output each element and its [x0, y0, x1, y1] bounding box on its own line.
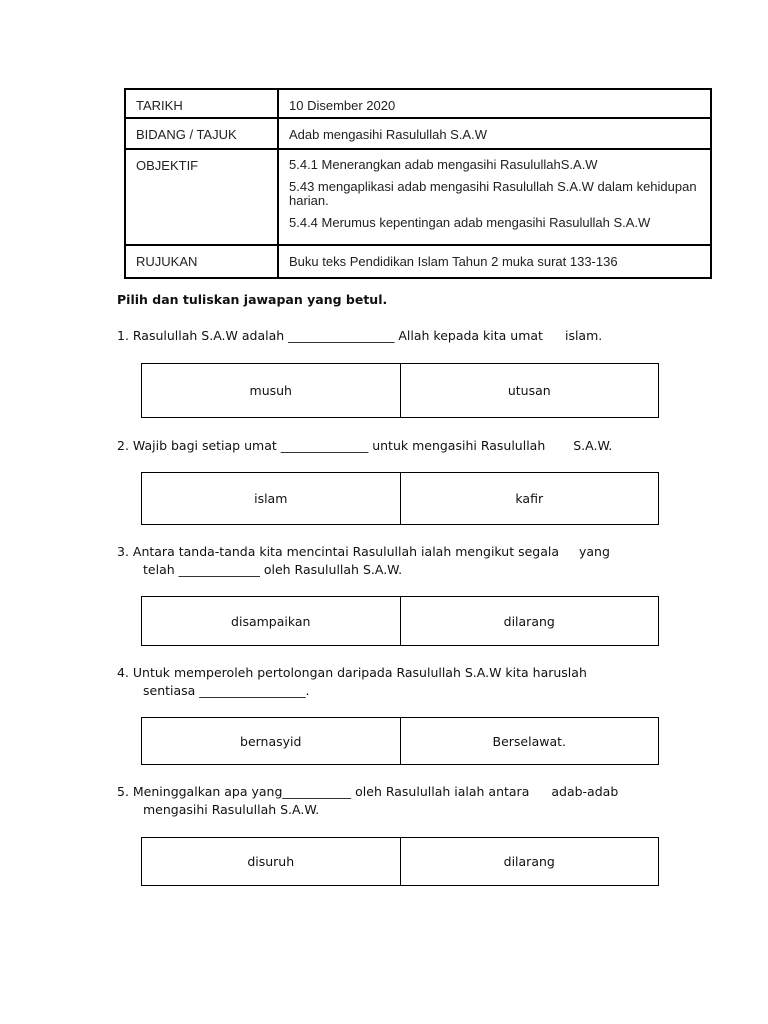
question-4	[117, 664, 587, 700]
answer-option[interactable]: disampaikan	[231, 613, 311, 629]
question-text-end: S.A.W.	[573, 438, 613, 453]
answer-option[interactable]: dilarang	[400, 597, 659, 645]
answer-option[interactable]: dilarang	[400, 838, 659, 885]
answer-option[interactable]: bernasyid	[240, 733, 302, 749]
question-3	[117, 543, 610, 579]
objective-item: 5.4.4 Merumus kepentingan adab mengasihi Rasulullah S.A.W	[289, 215, 651, 230]
reference-label: RUJUKAN	[125, 245, 278, 278]
question-text: 1. Rasulullah S.A.W adalah _________________ Allah kepada kita umat	[117, 328, 543, 343]
question-text-end: islam.	[564, 328, 603, 343]
answer-option[interactable]: Berselawat.	[400, 718, 659, 764]
reference-row	[125, 245, 711, 278]
topic-label: BIDANG / TAJUK	[125, 118, 278, 149]
answer-option[interactable]: kafir	[400, 473, 659, 524]
answer-options-1	[141, 363, 659, 418]
answer-option[interactable]: islam	[254, 491, 288, 506]
question-5	[117, 783, 618, 819]
question-text-end: adab-adab	[551, 784, 619, 799]
answer-options-5	[141, 837, 659, 886]
date-label: TARIKH	[125, 89, 278, 118]
answer-options-3	[141, 596, 659, 646]
objective-item: 5.43 mengaplikasi adab mengasihi Rasulullah S.A.W dalam kehidupan harian.	[289, 179, 697, 208]
answer-option[interactable]: musuh	[249, 383, 292, 398]
answer-option[interactable]: utusan	[400, 364, 659, 417]
instruction-text: Pilih dan tuliskan jawapan yang betul.	[117, 292, 388, 307]
question-text-end: yang	[579, 544, 610, 559]
topic-value: Adab mengasihi Rasulullah S.A.W	[278, 118, 711, 149]
question-text-line2: mengasihi Rasulullah S.A.W.	[143, 802, 320, 817]
topic-row	[125, 118, 711, 149]
question-text: 2. Wajib bagi setiap umat ______________ untuk mengasihi Rasulullah	[117, 438, 546, 453]
question-text-line2: sentiasa _________________.	[143, 683, 310, 698]
date-row	[125, 89, 711, 118]
lesson-info-table	[124, 88, 712, 279]
question-text: 3. Antara tanda-tanda kita mencintai Rasulullah ialah mengikut segala	[117, 544, 559, 559]
objective-row	[125, 149, 711, 245]
answer-options-4	[141, 717, 659, 765]
reference-value: Buku teks Pendidikan Islam Tahun 2 muka surat 133-136	[278, 245, 711, 278]
objective-item: 5.4.1 Menerangkan adab mengasihi RasulullahS.A.W	[289, 157, 598, 172]
question-2	[117, 437, 612, 455]
answer-option[interactable]: disuruh	[247, 854, 295, 869]
question-1	[117, 327, 602, 345]
question-text-line2: telah _____________ oleh Rasulullah S.A.W.	[143, 562, 403, 577]
date-value: 10 Disember 2020	[278, 89, 711, 118]
question-text: 4. Untuk memperoleh pertolongan daripada Rasulullah S.A.W kita haruslah	[117, 665, 587, 680]
question-text: 5. Meninggalkan apa yang___________ oleh Rasulullah ialah antara	[117, 784, 530, 799]
answer-options-2	[141, 472, 659, 525]
objective-label: OBJEKTIF	[125, 149, 278, 245]
objective-list	[278, 149, 711, 245]
